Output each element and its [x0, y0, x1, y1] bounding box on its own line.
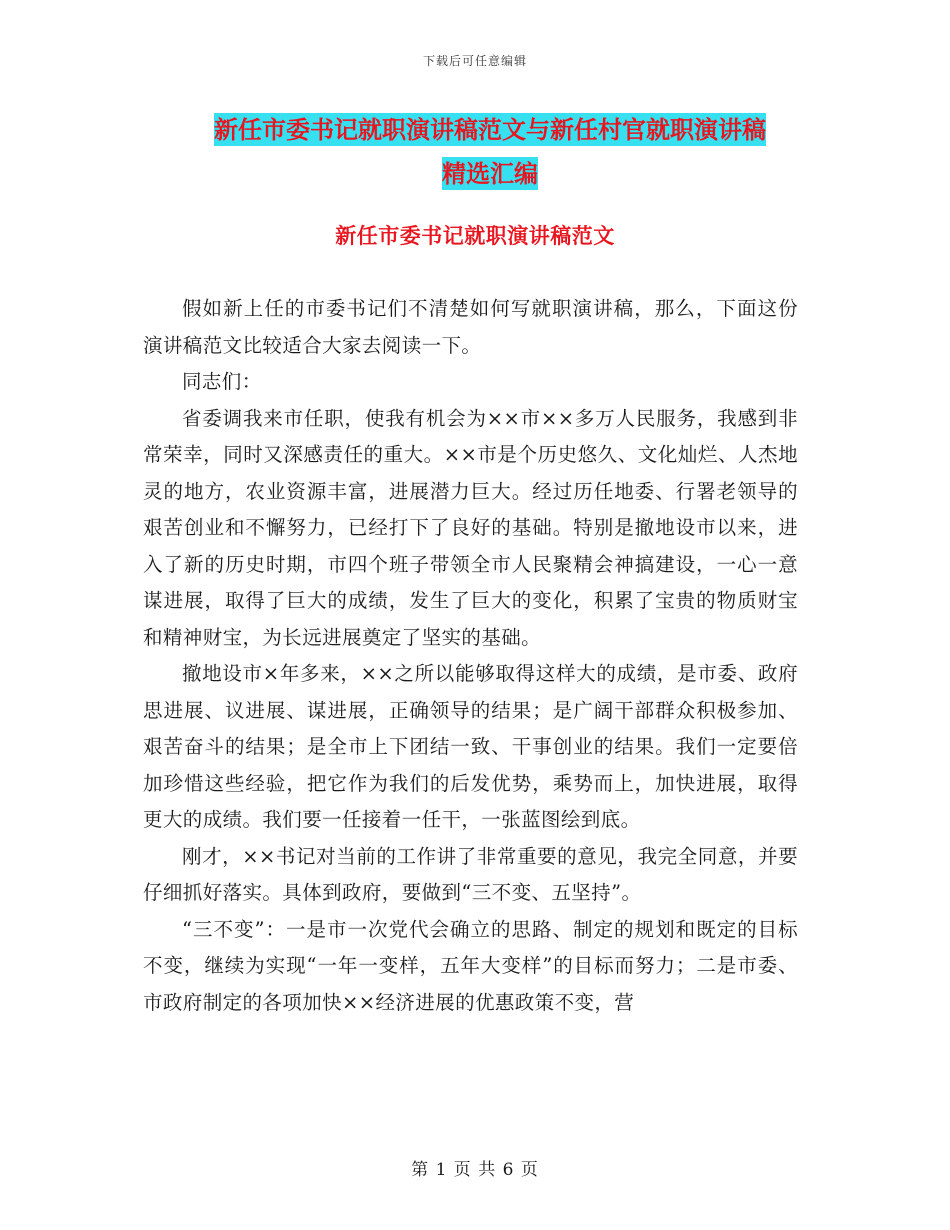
document-title-line-1: 新任市委书记就职演讲稿范文与新任村官就职演讲稿	[214, 115, 766, 144]
section-title: 新任市委书记就职演讲稿范文	[335, 223, 615, 248]
paragraph-appointment: 省委调我来市任职，使我有机会为××市××多万人民服务，我感到非常荣幸，同时又深感责任的重大。××市是个历史悠久、文化灿烂、人杰地灵的地方，农业资源丰富，进展潜力巨大。经过历任地委、行署老领导的艰苦创业和不懈努力，已经打下了良好的基础。特别是撤地设市以来，进入了新的历史时期，市四个班子带领全市人民聚精会神搞建设，一心一意谋进展，取得了巨大的成绩，发生了巨大的变化，积累了宝贵的物质财宝和精神财宝，为长远进展奠定了坚实的基础。	[143, 406, 798, 649]
page-header-note: 下载后可任意编辑	[422, 54, 527, 68]
document-body	[143, 291, 798, 1021]
paragraph-achievements: 撤地设市×年多来，××之所以能够取得这样大的成绩，是市委、政府思进展、议进展、谋进展，正确领导的结果；是广阔干部群众积极参加、艰苦奋斗的结果；是全市上下团结一致、干事创业的结果。我们一定要倍加珍惜这些经验，把它作为我们的后发优势，乘势而上，加快进展，取得更大的成绩。我们要一任接着一任干，一张蓝图绘到底。	[143, 662, 798, 831]
page-number: 第 1 页 共 6 页	[411, 1160, 539, 1180]
paragraph-implementation: 刚才，××书记对当前的工作讲了非常重要的意见，我完全同意，并要仔细抓好落实。具体到政府，要做到“三不变、五坚持”。	[143, 844, 798, 904]
paragraph-three-constants: “三不变”：一是市一次党代会确立的思路、制定的规划和既定的目标不变，继续为实现“一年一变样，五年大变样”的目标而努力；二是市委、市政府制定的各项加快××经济进展的优惠政策不变，营	[143, 917, 798, 1014]
document-title-line-2: 精选汇编	[442, 159, 538, 188]
paragraph-salutation: 同志们：	[182, 370, 262, 393]
document-title	[140, 108, 840, 196]
paragraph-intro: 假如新上任的市委书记们不清楚如何写就职演讲稿，那么，下面这份演讲稿范文比较适合大家去阅读一下。	[143, 297, 798, 357]
